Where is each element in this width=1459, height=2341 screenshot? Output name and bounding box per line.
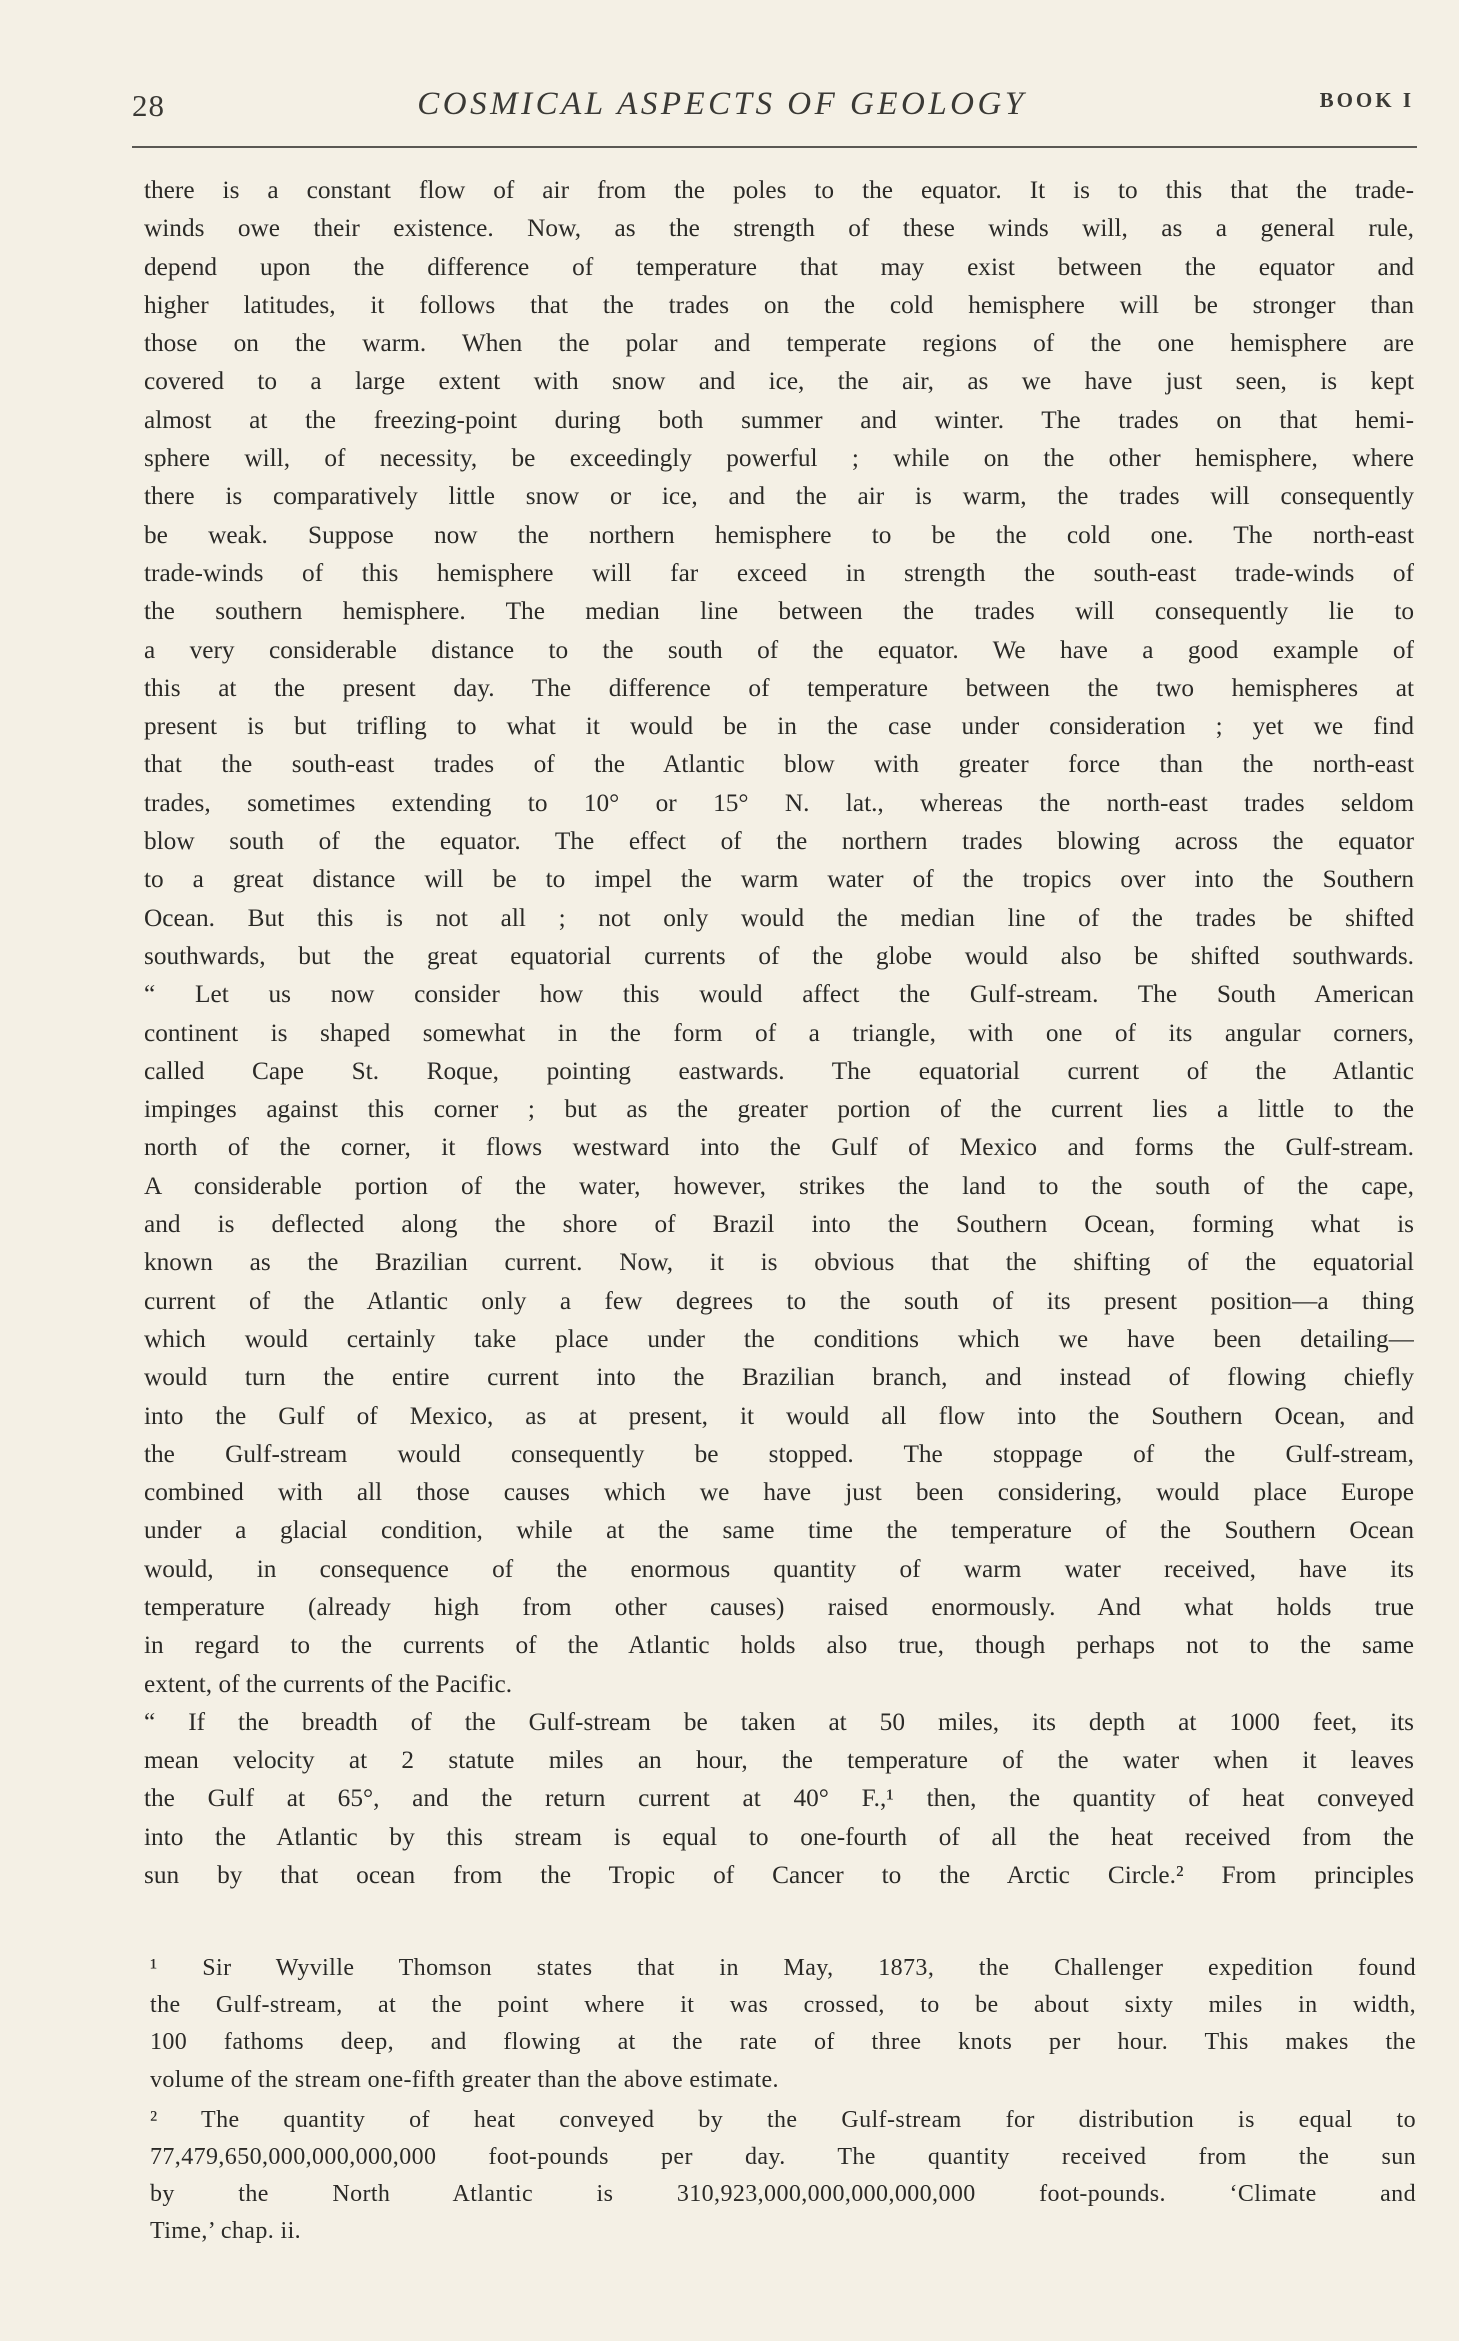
body-text xyxy=(144,171,1414,1894)
text-line: trades, sometimes extending to 10° or 15° N. lat., whereas the north-east trades seldom xyxy=(144,788,1414,817)
footnotes xyxy=(150,1950,1416,2251)
text-line: mean velocity at 2 statute miles an hour, the temperature of the water when it leaves xyxy=(144,1746,1414,1775)
text-line: into the Atlantic by this stream is equal to one-fourth of all the heat received from the xyxy=(144,1822,1414,1851)
text-line: known as the Brazilian current. Now, it is obvious that the shifting of the equatorial xyxy=(144,1248,1414,1277)
footnote-line: 77,479,650,000,000,000,000 foot-pounds per day. The quantity received from the sun xyxy=(150,2143,1416,2170)
text-line: the southern hemisphere. The median line between the trades will consequently lie to xyxy=(144,597,1414,626)
text-line: current of the Atlantic only a few degrees to the south of its present position—a thing xyxy=(144,1286,1414,1315)
header-rule xyxy=(132,146,1417,148)
text-line: “ Let us now consider how this would affect the Gulf-stream. The South American xyxy=(144,980,1414,1009)
footnote-line: ² The quantity of heat conveyed by the Gulf-stream for distribution is equal to xyxy=(150,2106,1416,2133)
text-line: depend upon the difference of temperature that may exist between the equator and xyxy=(144,252,1414,281)
text-line: higher latitudes, it follows that the trades on the cold hemisphere will be stronger than xyxy=(144,290,1414,319)
footnote-line: 100 fathoms deep, and flowing at the rate of three knots per hour. This makes the xyxy=(150,2029,1416,2056)
text-line: winds owe their existence. Now, as the strength of these winds will, as a general rule, xyxy=(144,214,1414,243)
footnote-line: by the North Atlantic is 310,923,000,000,000,000,000 foot-pounds. ‘Climate and xyxy=(150,2181,1416,2208)
book-label: BOOK I xyxy=(1319,88,1414,112)
text-line: would, in consequence of the enormous quantity of warm water received, have its xyxy=(144,1554,1414,1583)
text-line: north of the corner, it flows westward into the Gulf of Mexico and forms the Gulf-stream. xyxy=(144,1133,1414,1162)
text-line: trade-winds of this hemisphere will far exceed in strength the south-east trade-winds of xyxy=(144,558,1414,587)
text-line: the Gulf at 65°, and the return current at 40° F.,¹ then, the quantity of heat conveyed xyxy=(144,1784,1414,1813)
text-line: there is comparatively little snow or ice, and the air is warm, the trades will consequently xyxy=(144,482,1414,511)
text-line: “ If the breadth of the Gulf-stream be taken at 50 miles, its depth at 1000 feet, its xyxy=(144,1707,1414,1736)
text-line: called Cape St. Roque, pointing eastwards. The equatorial current of the Atlantic xyxy=(144,1056,1414,1085)
footnote-line: Time,’ chap. ii. xyxy=(150,2218,302,2245)
page-number: 28 xyxy=(132,88,165,123)
text-line: this at the present day. The difference of temperature between the two hemispheres at xyxy=(144,673,1414,702)
text-line: almost at the freezing-point during both summer and winter. The trades on that hemi- xyxy=(144,405,1414,434)
text-line: combined with all those causes which we have just been considering, would place Europe xyxy=(144,1478,1414,1507)
text-line: to a great distance will be to impel the warm water of the tropics over into the Southern xyxy=(144,865,1414,894)
text-line: be weak. Suppose now the northern hemisphere to be the cold one. The north-east xyxy=(144,520,1414,549)
text-line: the Gulf-stream would consequently be stopped. The stoppage of the Gulf-stream, xyxy=(144,1439,1414,1468)
running-title: COSMICAL ASPECTS OF GEOLOGY xyxy=(417,86,1027,122)
text-line: continent is shaped somewhat in the form of a triangle, with one of its angular corners, xyxy=(144,1018,1414,1047)
text-line: would turn the entire current into the Brazilian branch, and instead of flowing chiefly xyxy=(144,1363,1414,1392)
text-line: there is a constant flow of air from the poles to the equator. It is to this that the trade- xyxy=(144,176,1414,204)
text-line: that the south-east trades of the Atlantic blow with greater force than the north-east xyxy=(144,750,1414,779)
text-line: temperature (already high from other causes) raised enormously. And what holds true xyxy=(144,1592,1414,1621)
text-line: A considerable portion of the water, however, strikes the land to the south of the cape, xyxy=(144,1171,1414,1200)
text-line: impinges against this corner ; but as the greater portion of the current lies a little to the xyxy=(144,1095,1414,1124)
text-line: a very considerable distance to the south of the equator. We have a good example of xyxy=(144,635,1414,664)
text-line: present is but trifling to what it would be in the case under consideration ; yet we find xyxy=(144,712,1414,741)
text-line: covered to a large extent with snow and ice, the air, as we have just seen, is kept xyxy=(144,367,1414,396)
text-line: Ocean. But this is not all ; not only would the median line of the trades be shifted xyxy=(144,903,1414,932)
text-line: blow south of the equator. The effect of the northern trades blowing across the equator xyxy=(144,827,1414,856)
page-header xyxy=(132,82,1422,132)
text-line: southwards, but the great equatorial currents of the globe would also be shifted southwards. xyxy=(144,941,1414,970)
footnote-line: the Gulf-stream, at the point where it was crossed, to be about sixty miles in width, xyxy=(150,1992,1416,2019)
text-line: sun by that ocean from the Tropic of Cancer to the Arctic Circle.² From principles xyxy=(144,1861,1414,1890)
footnote-line: volume of the stream one-fifth greater than the above estimate. xyxy=(150,2066,779,2093)
text-line: in regard to the currents of the Atlantic holds also true, though perhaps not to the same xyxy=(144,1631,1414,1660)
text-line: those on the warm. When the polar and temperate regions of the one hemisphere are xyxy=(144,329,1414,358)
footnote-line: ¹ Sir Wyville Thomson states that in May, 1873, the Challenger expedition found xyxy=(150,1955,1416,1981)
text-line: and is deflected along the shore of Brazil into the Southern Ocean, forming what is xyxy=(144,1210,1414,1239)
text-line: extent, of the currents of the Pacific. xyxy=(144,1669,513,1698)
text-line: under a glacial condition, while at the same time the temperature of the Southern Ocean xyxy=(144,1516,1414,1545)
text-line: which would certainly take place under the conditions which we have been detailing— xyxy=(144,1324,1414,1353)
text-line: into the Gulf of Mexico, as at present, it would all flow into the Southern Ocean, and xyxy=(144,1401,1414,1430)
text-line: sphere will, of necessity, be exceedingly powerful ; while on the other hemisphere, where xyxy=(144,444,1414,473)
